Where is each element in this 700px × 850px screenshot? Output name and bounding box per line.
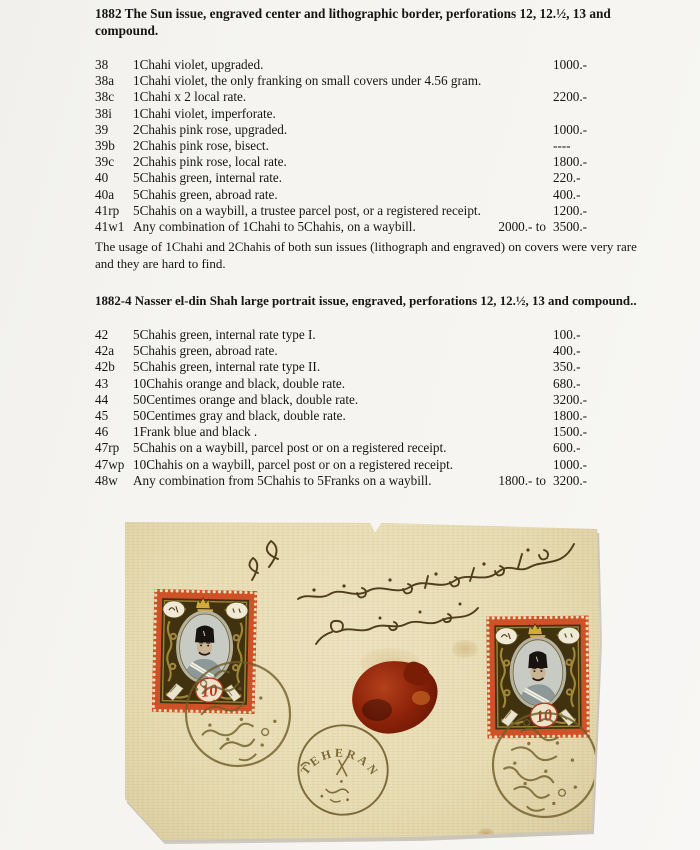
lot-description: Any combination from 5Chahis to 5Franks on a waybill.: [133, 472, 432, 488]
price-prefix: 2000.- to: [498, 218, 546, 234]
lot-description: 50Centimes orange and black, double rate.: [133, 391, 359, 407]
lot-description: Any combination of 1Chahi to 5Chahis, on a waybill.: [133, 218, 416, 234]
table-row: [95, 170, 692, 186]
lot-description: 2Chahis pink rose, bisect.: [133, 137, 269, 153]
price: 100.-: [553, 327, 581, 342]
table-row: [95, 343, 692, 359]
lot-code: 41w1: [95, 218, 125, 234]
lot-description: 1Frank blue and black .: [133, 424, 258, 440]
table-row: [95, 457, 692, 473]
table-row: [95, 187, 692, 203]
price-prefix: [491, 359, 553, 375]
lot-description: 1Chahi x 2 local rate.: [133, 89, 247, 105]
usage-note-line2: and they are hard to find.: [95, 255, 226, 271]
price: 1800.-: [553, 154, 588, 170]
lot-code: 47wp: [95, 456, 125, 472]
lot-code: 48w: [95, 472, 118, 488]
price: 3200.-: [553, 391, 588, 407]
price-prefix: [491, 122, 553, 138]
lot-code: 38i: [95, 105, 112, 121]
price-prefix: [491, 154, 553, 170]
usage-note: [95, 239, 637, 272]
price-prefix: [491, 57, 553, 73]
price-table-portrait-issue: [95, 327, 692, 489]
table-row: [95, 154, 692, 170]
lot-code: 39b: [95, 137, 115, 153]
price: [553, 106, 692, 122]
table-row: [95, 106, 692, 122]
price-prefix: [491, 327, 553, 343]
lot-code: 38c: [95, 89, 115, 105]
lot-code: 45: [95, 407, 109, 423]
table-row: [95, 408, 692, 424]
lot-description: 5Chahis green, abroad rate.: [133, 343, 278, 359]
price-prefix: [491, 457, 553, 473]
table-row: [95, 376, 692, 392]
postmark-teheran: [287, 714, 400, 827]
lot-code: 42b: [95, 359, 115, 375]
price-prefix: [491, 73, 553, 89]
table-row: [95, 473, 692, 489]
price-prefix: [491, 106, 553, 122]
lot-description: 1Chahi violet, imperforate.: [133, 105, 276, 121]
lot-code: 41rp: [95, 202, 120, 218]
lot-code: 39c: [95, 154, 115, 170]
price: [553, 73, 692, 89]
table-row: [95, 440, 692, 456]
lot-code: 39: [95, 121, 109, 137]
price: 400.-: [553, 186, 581, 202]
price: 220.-: [553, 170, 581, 186]
lot-description: 50Centimes gray and black, double rate.: [133, 407, 346, 423]
table-row: [95, 138, 692, 154]
table-row: [95, 73, 692, 89]
lot-description: 10Chahis orange and black, double rate.: [133, 375, 346, 391]
price: 3200.-: [553, 472, 588, 488]
price-prefix: [491, 424, 553, 440]
price: 3500.-: [553, 218, 588, 234]
price-prefix: [491, 408, 553, 424]
section1-heading: [95, 6, 611, 39]
price-prefix: [491, 187, 553, 203]
lot-description: 2Chahis pink rose, local rate.: [133, 154, 287, 170]
usage-note-line1: The usage of 1Chahi and 2Chahis of both sun issues (lithograph and engraved) on covers were very rare: [95, 239, 637, 254]
lot-description: 1Chahi violet, upgraded.: [133, 57, 264, 72]
price: 1800.-: [553, 407, 588, 423]
price: 1000.-: [553, 121, 588, 137]
lot-description: 10Chahis on a waybill, parcel post or on a registered receipt.: [133, 456, 454, 472]
price: 1000.-: [553, 57, 588, 72]
table-row: [95, 219, 692, 235]
lot-code: 44: [95, 391, 109, 407]
lot-code: 40a: [95, 186, 115, 202]
price-prefix: [491, 138, 553, 154]
lot-description: 5Chahis on a waybill, parcel post or on a registered receipt.: [133, 440, 447, 456]
table-row: [95, 203, 692, 219]
price-prefix: [491, 89, 553, 105]
lot-code: 43: [95, 375, 109, 391]
section1-heading-line1: 1882 The Sun issue, engraved center and lithographic border, perforations 12, 12.½, 13 and: [95, 6, 611, 21]
postmark-persian-right: [477, 697, 613, 833]
table-row: [95, 122, 692, 138]
table-row: [95, 327, 692, 343]
price: 350.-: [553, 359, 581, 375]
table-row: [95, 359, 692, 375]
lot-description: 5Chahis on a waybill, a trustee parcel post, or a registered receipt.: [133, 202, 481, 218]
table-row: [95, 392, 692, 408]
table-row: [95, 424, 692, 440]
price-table-sun-issue: [95, 57, 692, 235]
lot-code: 46: [95, 424, 109, 440]
section1-heading-line2: compound.: [95, 22, 159, 38]
price: 680.-: [553, 375, 581, 391]
lot-description: 5Chahis green, abroad rate.: [133, 186, 278, 202]
price: ----: [553, 137, 571, 153]
price-prefix: [491, 376, 553, 392]
lot-description: 2Chahis pink rose, upgraded.: [133, 121, 288, 137]
table-row: [95, 89, 692, 105]
price: 2200.-: [553, 89, 588, 105]
price: 1500.-: [553, 424, 588, 440]
lot-code: 42a: [95, 343, 115, 359]
lot-description: 5Chahis green, internal rate type II.: [133, 359, 321, 375]
lot-code: 40: [95, 170, 109, 186]
lot-code: 38: [95, 57, 109, 72]
section2-heading: 1882-4 Nasser el-din Shah large portrait issue, engraved, perforations 12, 12.½, 13 and compound..: [95, 294, 637, 308]
lot-description: 5Chahis green, internal rate type I.: [133, 327, 316, 342]
price: 400.-: [553, 343, 581, 359]
price: 600.-: [553, 440, 581, 456]
price-prefix: 1800.- to: [498, 472, 546, 488]
lot-code: 38a: [95, 73, 115, 89]
table-row: [95, 57, 692, 73]
price-prefix: [491, 170, 553, 186]
cover-photo: [122, 520, 602, 842]
lot-code: 42: [95, 327, 109, 342]
price-prefix: [491, 392, 553, 408]
lot-description: 5Chahis green, internal rate.: [133, 170, 283, 186]
price-prefix: [491, 343, 553, 359]
price: 1000.-: [553, 456, 588, 472]
price: 1200.-: [553, 202, 588, 218]
lot-description: 1Chahi violet, the only franking on small covers under 4.56 gram.: [133, 73, 482, 89]
price-prefix: [491, 203, 553, 219]
price-prefix: [491, 440, 553, 456]
lot-code: 47rp: [95, 440, 120, 456]
